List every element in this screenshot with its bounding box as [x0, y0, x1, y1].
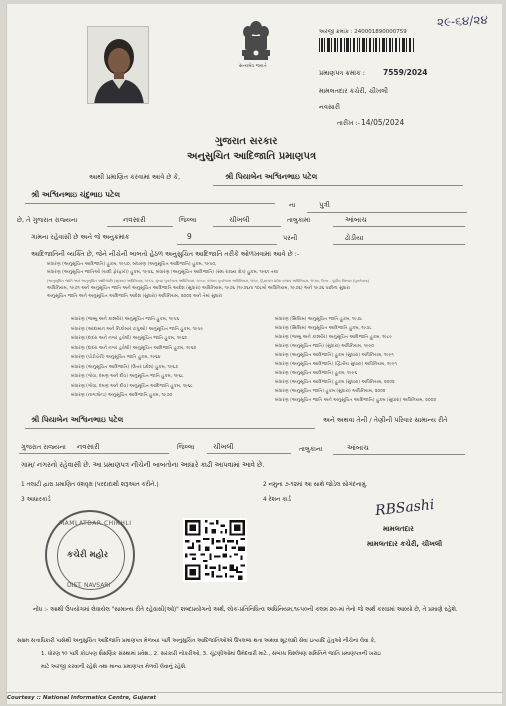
footer [7, 692, 503, 704]
issue-date-label: તારીખ :- [337, 119, 361, 127]
order-item: બંધારણ (અનુસૂચિત જાતિ) હુકમ (સુધારા) અધિનિયમ, ૨૦૦૨ [275, 389, 386, 394]
order-item: બંધારણ (દાદરા અને નગર હવેલી) અનુસૂચિત જાતિ હુકમ, ૧૯૬૨ [71, 336, 187, 341]
issuing-district: નવસારી [319, 103, 340, 111]
order-item: બંધારણ (અનુસૂચિત આદિજાતિ) હુકમ (સુધારા) અધિનિયમ, ૨૦૦૨ [275, 380, 395, 385]
taluka2-suffix: તાલુકાના [299, 445, 323, 453]
certificate-title: અનુસુચિત આદિજાતિ પ્રમાણપત્ર [187, 151, 317, 162]
order-item: બંધારણ (ગોવા, દમણ અને દીવ) અનુસૂચિત જાતિ હુકમ, ૧૯૬૮ [71, 374, 184, 379]
district2-value: નવસારી [77, 443, 100, 451]
relation-na: ના [289, 201, 296, 209]
legal-line: અનુસૂચિત જાતિ અને અનુસૂચિત આદિજાતિ આદેશ (સુધારા) અધિનિયમ, ૨૦૦૨ અને તેમાં સુધારા [47, 294, 223, 300]
order-item: બંધારણ (અનુસૂચિત જાતિ) (સુધારા) અધિનિયમ, ૧૯૯૦ [275, 344, 374, 349]
village-text: ગામ/ નગરનો રહેવાસી છે. આ પ્રમાણપત્ર નીચેની બાબતોના આધારે કાઢી આપવામાં આવે છે. [21, 461, 265, 469]
stamp-top-text: MAMLATDAR CHIKHLI [59, 520, 132, 527]
signatory-designation: મામલતદાર [383, 525, 414, 533]
courtesy-text: Courtesy :: National Informatics Centre, Gujarat [7, 695, 157, 701]
village-value: આંબાચ [345, 216, 367, 224]
barcode [319, 38, 415, 52]
legal-line: અધિનિયમ, ૧૯૭૧ અને અનુસૂચિત જાતિ અને અનુસૂચિત આદિજાતિ આદેશ (સુધારા) અધિનિયમ, ૧૯૭૬ (૧૯૭૬ના ૧૦૮મો અધિનિયમ, ૧૯૭૬) અને ૧૯૭૬ પછીના સુધારા [47, 286, 350, 292]
basis-item-1: 1 તલાટી દ્વારા પ્રમાણિત વંશવૃક્ષ (પરદાદાથી શરૂઆત કરીને.) [21, 482, 159, 488]
serial-number: 9 [187, 232, 192, 241]
serial-suffix: પરની [283, 234, 298, 242]
usage-line-1: સક્ષમ સત્તાધિકારી પાસેથી અનુસુચિત આદિજાતિ પ્રમાણપત્ર મેળવ્યા પછી અનુસુચિત આદિજાતિઓએ ઉપલબ્ધ થતા અથવા શૂટલક્ષી સેવા ઇત્યાદિ હેતુઓ નીચેના લેવા કે, [17, 638, 376, 644]
district2-suffix: જિલ્લા [177, 443, 195, 451]
signature: RBSashi [374, 496, 436, 520]
taluka2-value: ચીખલી [213, 443, 234, 451]
orders-right-column [275, 317, 495, 407]
basis-item-3: 3 આધારકાર્ડ [21, 497, 51, 503]
usage-line-3: માટે અરજી કરવાની રહેશે તથા માન્ય પ્રમાણપત્ર મેળવી લેવાનું રહેશે. [41, 664, 187, 670]
certificate-number-label: પ્રમાણપત્ર ક્રમાંક : [319, 69, 365, 77]
government-title: ગુજરાત સરકાર [215, 136, 278, 147]
tribe-name: ઢોડીયા [345, 234, 364, 242]
district-value: નવસારી [123, 216, 146, 224]
emblem-caption: સત્યમેવ જયતે [239, 64, 267, 69]
qr-code [183, 518, 247, 582]
note-text: નોંધ :- આથી ઉપયોગમાં લેવાયેલ "સામાન્ય રીતે રહેવાસી(ઓ)" શબ્દપ્રયોગનો અર્થ, લોક-પ્રતિનિધિત્વ અધિનિયમ,૧૯૫૦ની કલમ ૨૦-માં તેનો જે અર્થ કરવામાં આવ્યો છે, તે પ્રમાણે રહેશે. [33, 607, 458, 613]
official-seal-stamp [45, 510, 135, 600]
district-suffix: જિલ્લા [179, 216, 197, 224]
relation: પુત્રી [319, 201, 330, 209]
basis-item-4: 4 રેશન કાર્ડ [263, 497, 291, 503]
stamp-bottom-text: DIST. NAVSARI [67, 582, 111, 589]
order-item: બંધારણ (અનુસૂચિત આદિજાતિ) (ઉત્તર પ્રદેશ) હુકમ, ૧૯૬૭ [71, 364, 179, 370]
order-item: બંધારણ (દાદરા અને નગર હવેલી) અનુસૂચિત આદિજાતિ હુકમ, ૧૯૬૨ [71, 345, 197, 351]
family-text: અને અથવા તેની / તેણીની પરિવાર સામાન્ય રીતે [323, 416, 448, 424]
applicant-photo [87, 26, 149, 104]
legal-line: (અનુસૂચિત જાતિ અને અનુસૂચિત આદિજાતિ (સુધારા) અધિનિયમ, ૧૯૬૫, મુંબઇ પુનર્રચના અધિનિયમ, ૧૯૬૦, પંજાબ પુનર્રચના અધિનિયમ, ૧૯૬૬, હિમાચલ પ્રદેશ રાજ્ય અધિનિયમ, ૧૯૭૦, ઉત્તર - પૂર્વીય વિસ્તાર (પુનર્રચના) [47, 278, 369, 283]
tribe-text: આદિજાતિની વ્યક્તિ છે, જેને નીચેની બાબતો હેઠળ અનુસુચિત આદિજાતિ તરીકે ઓળખવામાં આવે છે :- [31, 250, 300, 258]
usage-line-2: 1. ધોરણ ૧૦ પછી કોઇપણ શૈક્ષણિક સંસ્થામાં પ્રવેશ., 2. સરકારી નોકરીઓ, 3. ચૂંટણીઓમાં ઉમેદવારી માટે., સંબંધ્ધ વિશ્લેષણ સમિતિને જાતિ પ્રમાણપત્રની ખરાઇ [41, 651, 381, 657]
stamp-inner-text: કચેરી મહોર [67, 550, 109, 560]
legal-basis-list [47, 262, 467, 300]
state2-prefix: ગુજરાત રાજ્યના [21, 443, 66, 451]
order-item: બંધારણ (નાગાલેન્ડ) અનુસૂચિત આદિજાતિ હુકમ, ૧૯૭૦ [71, 393, 173, 398]
order-item: બંધારણ (અનુસૂચિત આદિજાતિ) હુકમ, ૧૯૯૬ [275, 371, 358, 376]
order-item: બંધારણ (અનુસૂચિત આદિજાતિ) હુકમ (સુધારા) અધિનિયમ, ૧૯૯૧ [275, 353, 394, 358]
legal-line: બંધારણ (અનુસૂચિત જાતિઓ (યાદી ફેરફાર)) હુકમ, ૧૯૫૬, બંધારણ (અનુસૂચિત આદિજાતિ) (સંઘ રાજ્ય ક્ષેત્ર) હુકમ, ૧૯૬૧ તથા [47, 270, 279, 276]
application-number: અરજી ક્રમાંક : 240001890000759 [319, 29, 407, 35]
holder-name-repeat: શ્રી પિયાબેન અશ્વિનભાઇ પટેલ [31, 415, 124, 424]
order-item: બંધારણ (પોંડીચેરી) અનુસૂચિત જાતિ હુકમ, ૧૯૬૪ [71, 355, 161, 360]
resident-text: ગામના રહેવાસી છે અને જે અનુક્રમાંક [31, 233, 130, 241]
village2-value: આંબાચ [347, 444, 369, 452]
order-item: બંધારણ (સિક્કિમ) અનુસૂચિત આદિજાતિ હુકમ, ૧૯૭૮ [275, 326, 372, 331]
taluka-value: ચીખલી [229, 216, 250, 224]
intro-text: આથી પ્રમાણિત કરવામાં આવે છે કે, [89, 173, 181, 181]
certificate-page [6, 4, 502, 704]
order-item: બંધારણ (અનુસૂચિત આદિજાતિ) (દ્વિતીય સુધારા) અધિનિયમ, ૧૯૯૧ [275, 362, 397, 367]
issuing-office: મામલતદાર કચેરી, ચીખલી [319, 87, 388, 95]
order-item: બંધારણ (આંદામાન અને નિકોબાર ટાપુઓ) અનુસૂચિત જાતિ હુકમ, ૧૯૫૯ [71, 326, 204, 332]
order-item: બંધારણ (અનુસૂચિત જાતિ અને અનુસૂચિત આદિજાતિ) હુકમ (સુધારા) અધિનિયમ, ૨૦૦૨ [275, 398, 436, 403]
legal-line: બંધારણ (અનુસૂચિત આદિજાતિ) હુકમ, ૧૯૫૦, બંધારણ (અનુસૂચિત આદિજાતિ) હુકમ, ૧૯૫૦, [47, 262, 217, 267]
state-prefix: છે, તે ગુજરાત રાજ્યના [17, 216, 78, 224]
signatory-office: મામલતદાર કચેરી, ચીખલી [367, 540, 443, 548]
order-item: બંધારણ (જમ્મુ અને કાશ્મીર) અનુસૂચિત આદિજાતિ હુકમ, ૧૯૮૯ [275, 335, 393, 340]
order-item: બંધારણ (ગોવા, દમણ અને દીવ) અનુસૂચિત આદિજાતિ હુકમ, ૧૯૬૮ [71, 383, 193, 389]
certificate-number: 7559/2024 [383, 68, 428, 77]
order-item: બંધારણ (સિક્કિમ) અનુસૂચિત જાતિ હુકમ, ૧૯૭૮ [275, 317, 363, 322]
orders-left-column [71, 317, 271, 403]
taluka-suffix: તાલુકામાં [287, 216, 311, 224]
handwritten-reference: ૨૯-૬૪/૨૪ [436, 12, 489, 30]
issue-date: 14/05/2024 [361, 118, 405, 127]
order-item: બંધારણ (જમ્મુ અને કાશ્મીર) અનુસૂચિત જાતિ હુકમ, ૧૯૫૬ [71, 317, 180, 322]
father-name: શ્રી અશ્વિનભાઇ ચંદુભાઇ પટેલ [31, 190, 121, 199]
holder-name: શ્રી પિયાબેન અશ્વિનભાઇ પટેલ [225, 172, 318, 181]
basis-item-2: 2 નમુના ૭-૧૨માં આ સાથે જોડેલ સોગંદનામું. [263, 482, 368, 488]
